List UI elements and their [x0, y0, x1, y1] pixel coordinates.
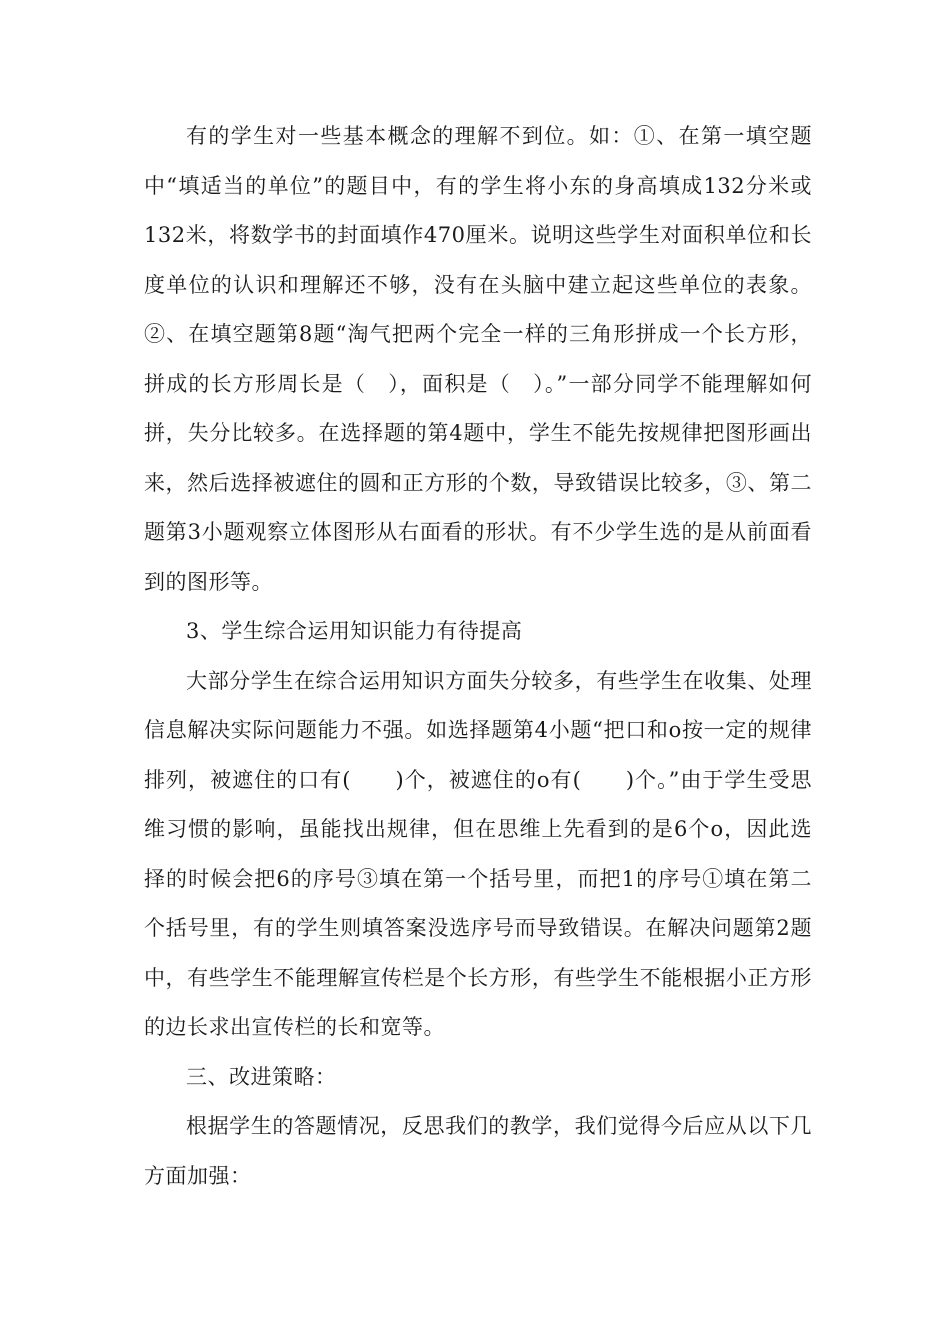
paragraph-comprehensive-ability: 大部分学生在综合运用知识方面失分较多，有些学生在收集、处理信息解决实际问题能力不强。如选择题第4小题“把口和o按一定的规律排列，被遮住的口有( )个，被遮住的o有( )个。”由于学生受思维习惯的影响，虽能找出规律，但在思维上先看到的是6个o，因此选择的时候会把6的序号③填在第一个括号里，而把1的序号①填在第二个括号里，有的学生则填答案没选序号而导致错误。在解决问题第2题中，有些学生不能理解宣传栏是个长方形，有些学生不能根据小正方形的边长求出宣传栏的长和宽等。: [144, 668, 812, 1039]
paragraph-concept-understanding: 有的学生对一些基本概念的理解不到位。如：①、在第一填空题中“填适当的单位”的题目中，有的学生将小东的身高填成132分米或132米，将数学书的封面填作470厘米。说明这些学生对面积单位和长度单位的认识和理解还不够，没有在头脑中建立起这些单位的表象。②、在填空题第8题“淘气把两个完全一样的三角形拼成一个长方形，拼成的长方形周长是（ ），面积是（ ）。”一部分同学不能理解如何拼，失分比较多。在选择题的第4题中，学生不能先按规律把图形画出来，然后选择被遮住的圆和正方形的个数，导致错误比较多，③、第二题第3小题观察立体图形从右面看的形状。有不少学生选的是从前面看到的图形等。: [144, 124, 812, 594]
section-heading-comprehensive-ability: 3、学生综合运用知识能力有待提高: [186, 619, 523, 643]
document-body: [144, 112, 812, 1201]
section-heading-improvement-strategy: 三、改进策略：: [186, 1064, 337, 1089]
paragraph-improvement-intro: 根据学生的答题情况，反思我们的教学，我们觉得今后应从以下几方面加强：: [144, 1114, 812, 1188]
